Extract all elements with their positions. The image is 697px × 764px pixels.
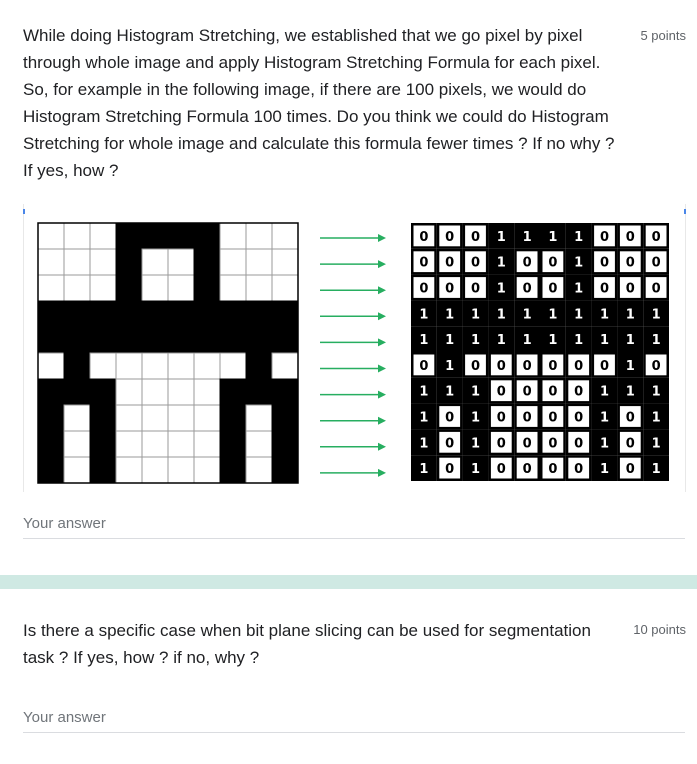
question-1-answer-placeholder: Your answer [23, 515, 106, 532]
binary-cell-value-r0-c4: 1 [522, 229, 532, 245]
image-pixel-r8-c2 [90, 431, 116, 457]
image-pixel-r9-c4 [142, 457, 168, 483]
binary-cell-value-r4-c9: 1 [651, 333, 661, 349]
binary-cell-value-r6-c5: 0 [548, 384, 558, 400]
binary-cell-value-r4-c7: 1 [599, 333, 610, 349]
image-pixel-r1-c5 [168, 249, 194, 275]
binary-cell-value-r4-c1: 1 [445, 333, 455, 349]
binary-cell-value-r6-c6: 0 [574, 384, 584, 400]
image-pixel-r0-c7 [220, 223, 246, 249]
image-pixel-r5-c2 [90, 353, 116, 379]
image-pixel-r5-c4 [142, 353, 168, 379]
image-pixel-r1-c4 [142, 249, 168, 275]
image-pixel-r2-c9 [272, 275, 298, 301]
figure-handle-right [684, 209, 686, 214]
histogram-stretching-figure [23, 204, 686, 492]
image-pixel-r9-c1 [64, 457, 90, 483]
binary-cell-value-r2-c8: 0 [625, 281, 635, 297]
binary-cell-value-r0-c0: 0 [419, 229, 429, 245]
image-pixel-r8-c6 [194, 431, 220, 457]
image-pixel-r3-c4 [142, 301, 168, 327]
binary-cell-value-r4-c5: 1 [548, 333, 558, 349]
binary-cell-value-r2-c0: 0 [419, 281, 429, 297]
binary-cell-value-r9-c5: 0 [548, 462, 558, 478]
image-pixel-r6-c9 [272, 379, 298, 405]
binary-cell-value-r7-c5: 0 [548, 410, 558, 426]
binary-cell-value-r3-c9: 1 [651, 307, 661, 323]
binary-cell-value-r0-c1: 0 [445, 229, 455, 245]
binary-cell-value-r3-c2: 1 [470, 307, 481, 323]
image-pixel-r5-c6 [194, 353, 220, 379]
image-pixel-r4-c8 [246, 327, 272, 353]
image-pixel-r0-c2 [90, 223, 116, 249]
image-pixel-r6-c5 [168, 379, 194, 405]
binary-cell-value-r7-c4: 0 [522, 410, 532, 426]
binary-cell-value-r9-c3: 0 [496, 462, 506, 478]
question-1-text: While doing Histogram Stretching, we established that we go pixel by pixel through whole image and apply Histogram Stretching Formula for each pixel. So, for example in the following image, if there are 100 pixels, we would do Histogram Stretching Formula 100 times. Do you think we could do Histogram Stretching for whole image and calculate this formula fewer times ? If no why ? If yes, how ? [23, 26, 615, 180]
binary-cell-value-r6-c9: 1 [651, 384, 661, 400]
image-pixel-r8-c9 [272, 431, 298, 457]
binary-cell-value-r2-c1: 0 [445, 281, 455, 297]
binary-cell-value-r9-c9: 1 [651, 462, 661, 478]
question-2-text: Is there a specific case when bit plane slicing can be used for segmentation task ? If yes, how ? if no, why ? [23, 621, 591, 667]
image-pixel-r5-c5 [168, 353, 194, 379]
binary-cell-value-r8-c5: 0 [548, 436, 558, 452]
image-pixel-r7-c8 [246, 405, 272, 431]
image-pixel-r4-c5 [168, 327, 194, 353]
image-pixel-r7-c6 [194, 405, 220, 431]
binary-cell-value-r2-c2: 0 [470, 281, 481, 297]
binary-cell-value-r4-c8: 1 [625, 333, 635, 349]
image-pixel-r3-c5 [168, 301, 194, 327]
image-pixel-r6-c1 [64, 379, 90, 405]
binary-cell-value-r9-c2: 1 [470, 462, 481, 478]
binary-cell-value-r3-c3: 1 [496, 307, 506, 323]
arrow-head-7 [378, 417, 386, 425]
image-pixel-r2-c3 [116, 275, 142, 301]
binary-cell-value-r8-c1: 0 [445, 436, 455, 452]
binary-cell-value-r3-c1: 1 [445, 307, 455, 323]
binary-cell-value-r7-c9: 1 [651, 410, 661, 426]
arrow-head-5 [378, 365, 386, 373]
image-pixel-r6-c6 [194, 379, 220, 405]
binary-cell-value-r5-c3: 0 [496, 358, 506, 374]
arrow-head-4 [378, 338, 386, 346]
image-pixel-r0-c8 [246, 223, 272, 249]
binary-cell-value-r8-c4: 0 [522, 436, 532, 452]
image-pixel-r9-c7 [220, 457, 246, 483]
image-pixel-r2-c0 [38, 275, 64, 301]
image-pixel-r8-c5 [168, 431, 194, 457]
image-pixel-r7-c1 [64, 405, 90, 431]
figure-handle-left [23, 209, 25, 214]
image-pixel-r1-c3 [116, 249, 142, 275]
image-pixel-r6-c2 [90, 379, 116, 405]
binary-cell-value-r5-c1: 1 [445, 358, 455, 374]
image-pixel-r6-c7 [220, 379, 246, 405]
question-1-figure [23, 204, 686, 492]
image-pixel-r0-c0 [38, 223, 64, 249]
binary-cell-value-r0-c5: 1 [548, 229, 558, 245]
image-pixel-r6-c4 [142, 379, 168, 405]
image-pixel-r3-c6 [194, 301, 220, 327]
binary-cell-value-r9-c1: 0 [445, 462, 455, 478]
binary-cell-value-r1-c3: 1 [496, 255, 506, 271]
image-pixel-r5-c9 [272, 353, 298, 379]
binary-cell-value-r0-c2: 0 [470, 229, 481, 245]
binary-cell-value-r7-c8: 0 [625, 410, 635, 426]
question-2-answer-placeholder: Your answer [23, 709, 106, 726]
binary-cell-value-r2-c5: 0 [548, 281, 558, 297]
image-pixel-r8-c0 [38, 431, 64, 457]
binary-cell-value-r9-c7: 1 [599, 462, 610, 478]
binary-cell-value-r7-c3: 0 [496, 410, 506, 426]
arrow-head-3 [378, 312, 386, 320]
figure-right-edge [685, 204, 686, 492]
binary-cell-value-r9-c4: 0 [522, 462, 532, 478]
image-pixel-r5-c3 [116, 353, 142, 379]
question-2-points: 10 points [633, 622, 686, 637]
image-pixel-r1-c0 [38, 249, 64, 275]
binary-cell-value-r7-c6: 0 [574, 410, 584, 426]
image-pixel-r8-c8 [246, 431, 272, 457]
question-card-2 [0, 589, 697, 764]
binary-cell-value-r3-c4: 1 [522, 307, 532, 323]
binary-cell-value-r8-c3: 0 [496, 436, 506, 452]
binary-cell-value-r5-c7: 0 [599, 358, 610, 374]
binary-cell-value-r0-c6: 1 [574, 229, 584, 245]
image-pixel-r4-c7 [220, 327, 246, 353]
binary-cell-value-r0-c3: 1 [496, 229, 506, 245]
image-pixel-r0-c3 [116, 223, 142, 249]
arrow-head-8 [378, 443, 386, 451]
binary-cell-value-r9-c6: 0 [574, 462, 584, 478]
question-2-answer-field[interactable] [23, 704, 685, 733]
image-pixel-r2-c1 [64, 275, 90, 301]
binary-cell-value-r2-c6: 1 [574, 281, 584, 297]
image-pixel-r9-c6 [194, 457, 220, 483]
binary-cell-value-r2-c7: 0 [599, 281, 610, 297]
binary-cell-value-r5-c8: 1 [625, 358, 635, 374]
image-pixel-r4-c4 [142, 327, 168, 353]
image-pixel-r7-c0 [38, 405, 64, 431]
binary-cell-value-r7-c7: 1 [599, 410, 610, 426]
question-1-points: 5 points [640, 28, 686, 43]
image-pixel-r2-c7 [220, 275, 246, 301]
image-pixel-r2-c2 [90, 275, 116, 301]
binary-cell-value-r2-c9: 0 [651, 281, 661, 297]
arrow-head-2 [378, 286, 386, 294]
image-pixel-r5-c7 [220, 353, 246, 379]
image-pixel-r9-c3 [116, 457, 142, 483]
figure-left-edge [23, 204, 24, 492]
image-pixel-r5-c1 [64, 353, 90, 379]
binary-cell-value-r5-c0: 0 [419, 358, 429, 374]
image-pixel-r9-c9 [272, 457, 298, 483]
image-pixel-r3-c3 [116, 301, 142, 327]
binary-cell-value-r4-c0: 1 [419, 333, 429, 349]
image-pixel-r7-c7 [220, 405, 246, 431]
binary-cell-value-r6-c0: 1 [419, 384, 429, 400]
binary-cell-value-r1-c5: 0 [548, 255, 558, 271]
binary-cell-value-r9-c0: 1 [419, 462, 429, 478]
image-pixel-r8-c3 [116, 431, 142, 457]
image-pixel-r4-c0 [38, 327, 64, 353]
binary-cell-value-r7-c2: 1 [470, 410, 481, 426]
binary-cell-value-r8-c6: 0 [574, 436, 584, 452]
image-pixel-r3-c2 [90, 301, 116, 327]
image-pixel-r3-c7 [220, 301, 246, 327]
binary-cell-value-r9-c8: 0 [625, 462, 635, 478]
image-pixel-r0-c5 [168, 223, 194, 249]
image-pixel-r9-c5 [168, 457, 194, 483]
arrow-head-0 [378, 234, 386, 242]
arrow-head-6 [378, 391, 386, 399]
image-pixel-r7-c9 [272, 405, 298, 431]
image-pixel-r4-c9 [272, 327, 298, 353]
binary-cell-value-r1-c0: 0 [419, 255, 429, 271]
binary-cell-value-r1-c1: 0 [445, 255, 455, 271]
binary-cell-value-r8-c7: 1 [599, 436, 610, 452]
image-pixel-r2-c8 [246, 275, 272, 301]
binary-cell-value-r3-c7: 1 [599, 307, 610, 323]
binary-cell-value-r5-c4: 0 [522, 358, 532, 374]
image-pixel-r6-c0 [38, 379, 64, 405]
binary-cell-value-r1-c6: 1 [574, 255, 584, 271]
image-pixel-r7-c2 [90, 405, 116, 431]
image-pixel-r3-c8 [246, 301, 272, 327]
image-pixel-r2-c4 [142, 275, 168, 301]
binary-cell-value-r8-c8: 0 [625, 436, 635, 452]
binary-cell-value-r7-c0: 1 [419, 410, 429, 426]
binary-cell-value-r5-c9: 0 [651, 358, 661, 374]
image-pixel-r0-c4 [142, 223, 168, 249]
binary-cell-value-r3-c6: 1 [574, 307, 584, 323]
binary-cell-value-r6-c1: 1 [445, 384, 455, 400]
binary-cell-value-r1-c4: 0 [522, 255, 532, 271]
image-pixel-r2-c5 [168, 275, 194, 301]
image-pixel-r8-c1 [64, 431, 90, 457]
binary-cell-value-r3-c5: 1 [548, 307, 558, 323]
binary-cell-value-r2-c4: 0 [522, 281, 532, 297]
arrow-head-1 [378, 260, 386, 268]
image-pixel-r1-c2 [90, 249, 116, 275]
image-pixel-r1-c1 [64, 249, 90, 275]
image-pixel-r4-c2 [90, 327, 116, 353]
image-pixel-r6-c3 [116, 379, 142, 405]
binary-cell-value-r1-c9: 0 [651, 255, 661, 271]
binary-cell-value-r6-c3: 0 [496, 384, 506, 400]
image-pixel-r2-c6 [194, 275, 220, 301]
image-pixel-r7-c5 [168, 405, 194, 431]
binary-cell-value-r4-c6: 1 [574, 333, 584, 349]
image-pixel-r0-c9 [272, 223, 298, 249]
image-pixel-r4-c1 [64, 327, 90, 353]
binary-cell-value-r1-c8: 0 [625, 255, 635, 271]
image-pixel-r4-c6 [194, 327, 220, 353]
binary-cell-value-r8-c2: 1 [470, 436, 481, 452]
image-pixel-r9-c0 [38, 457, 64, 483]
image-pixel-r7-c3 [116, 405, 142, 431]
image-pixel-r1-c9 [272, 249, 298, 275]
binary-cell-value-r6-c4: 0 [522, 384, 532, 400]
binary-cell-value-r5-c6: 0 [574, 358, 584, 374]
binary-cell-value-r4-c2: 1 [470, 333, 481, 349]
binary-cell-value-r4-c4: 1 [522, 333, 532, 349]
binary-cell-value-r3-c8: 1 [625, 307, 635, 323]
image-pixel-r3-c9 [272, 301, 298, 327]
binary-cell-value-r2-c3: 1 [496, 281, 506, 297]
image-pixel-r9-c2 [90, 457, 116, 483]
image-pixel-r0-c6 [194, 223, 220, 249]
image-pixel-r3-c1 [64, 301, 90, 327]
binary-cell-value-r6-c8: 1 [625, 384, 635, 400]
binary-cell-value-r6-c2: 1 [470, 384, 481, 400]
binary-cell-value-r5-c2: 0 [470, 358, 481, 374]
image-pixel-r3-c0 [38, 301, 64, 327]
image-pixel-r5-c0 [38, 353, 64, 379]
question-1-answer-field[interactable] [23, 510, 685, 539]
binary-cell-value-r1-c7: 0 [599, 255, 610, 271]
image-pixel-r5-c8 [246, 353, 272, 379]
binary-cell-value-r8-c9: 1 [651, 436, 661, 452]
arrow-head-9 [378, 469, 386, 477]
image-pixel-r8-c7 [220, 431, 246, 457]
image-pixel-r6-c8 [246, 379, 272, 405]
image-pixel-r1-c8 [246, 249, 272, 275]
binary-cell-value-r3-c0: 1 [419, 307, 429, 323]
binary-cell-value-r0-c8: 0 [625, 229, 635, 245]
image-pixel-r8-c4 [142, 431, 168, 457]
binary-cell-value-r0-c9: 0 [651, 229, 661, 245]
binary-cell-value-r7-c1: 0 [445, 410, 455, 426]
image-pixel-r0-c1 [64, 223, 90, 249]
binary-cell-value-r0-c7: 0 [599, 229, 610, 245]
binary-cell-value-r4-c3: 1 [496, 333, 506, 349]
binary-cell-value-r8-c0: 1 [419, 436, 429, 452]
image-pixel-r4-c3 [116, 327, 142, 353]
image-pixel-r9-c8 [246, 457, 272, 483]
binary-cell-value-r6-c7: 1 [599, 384, 610, 400]
image-pixel-r7-c4 [142, 405, 168, 431]
binary-cell-value-r5-c5: 0 [548, 358, 558, 374]
image-pixel-r1-c6 [194, 249, 220, 275]
card-separator [0, 575, 697, 589]
binary-cell-value-r1-c2: 0 [470, 255, 481, 271]
image-pixel-r1-c7 [220, 249, 246, 275]
